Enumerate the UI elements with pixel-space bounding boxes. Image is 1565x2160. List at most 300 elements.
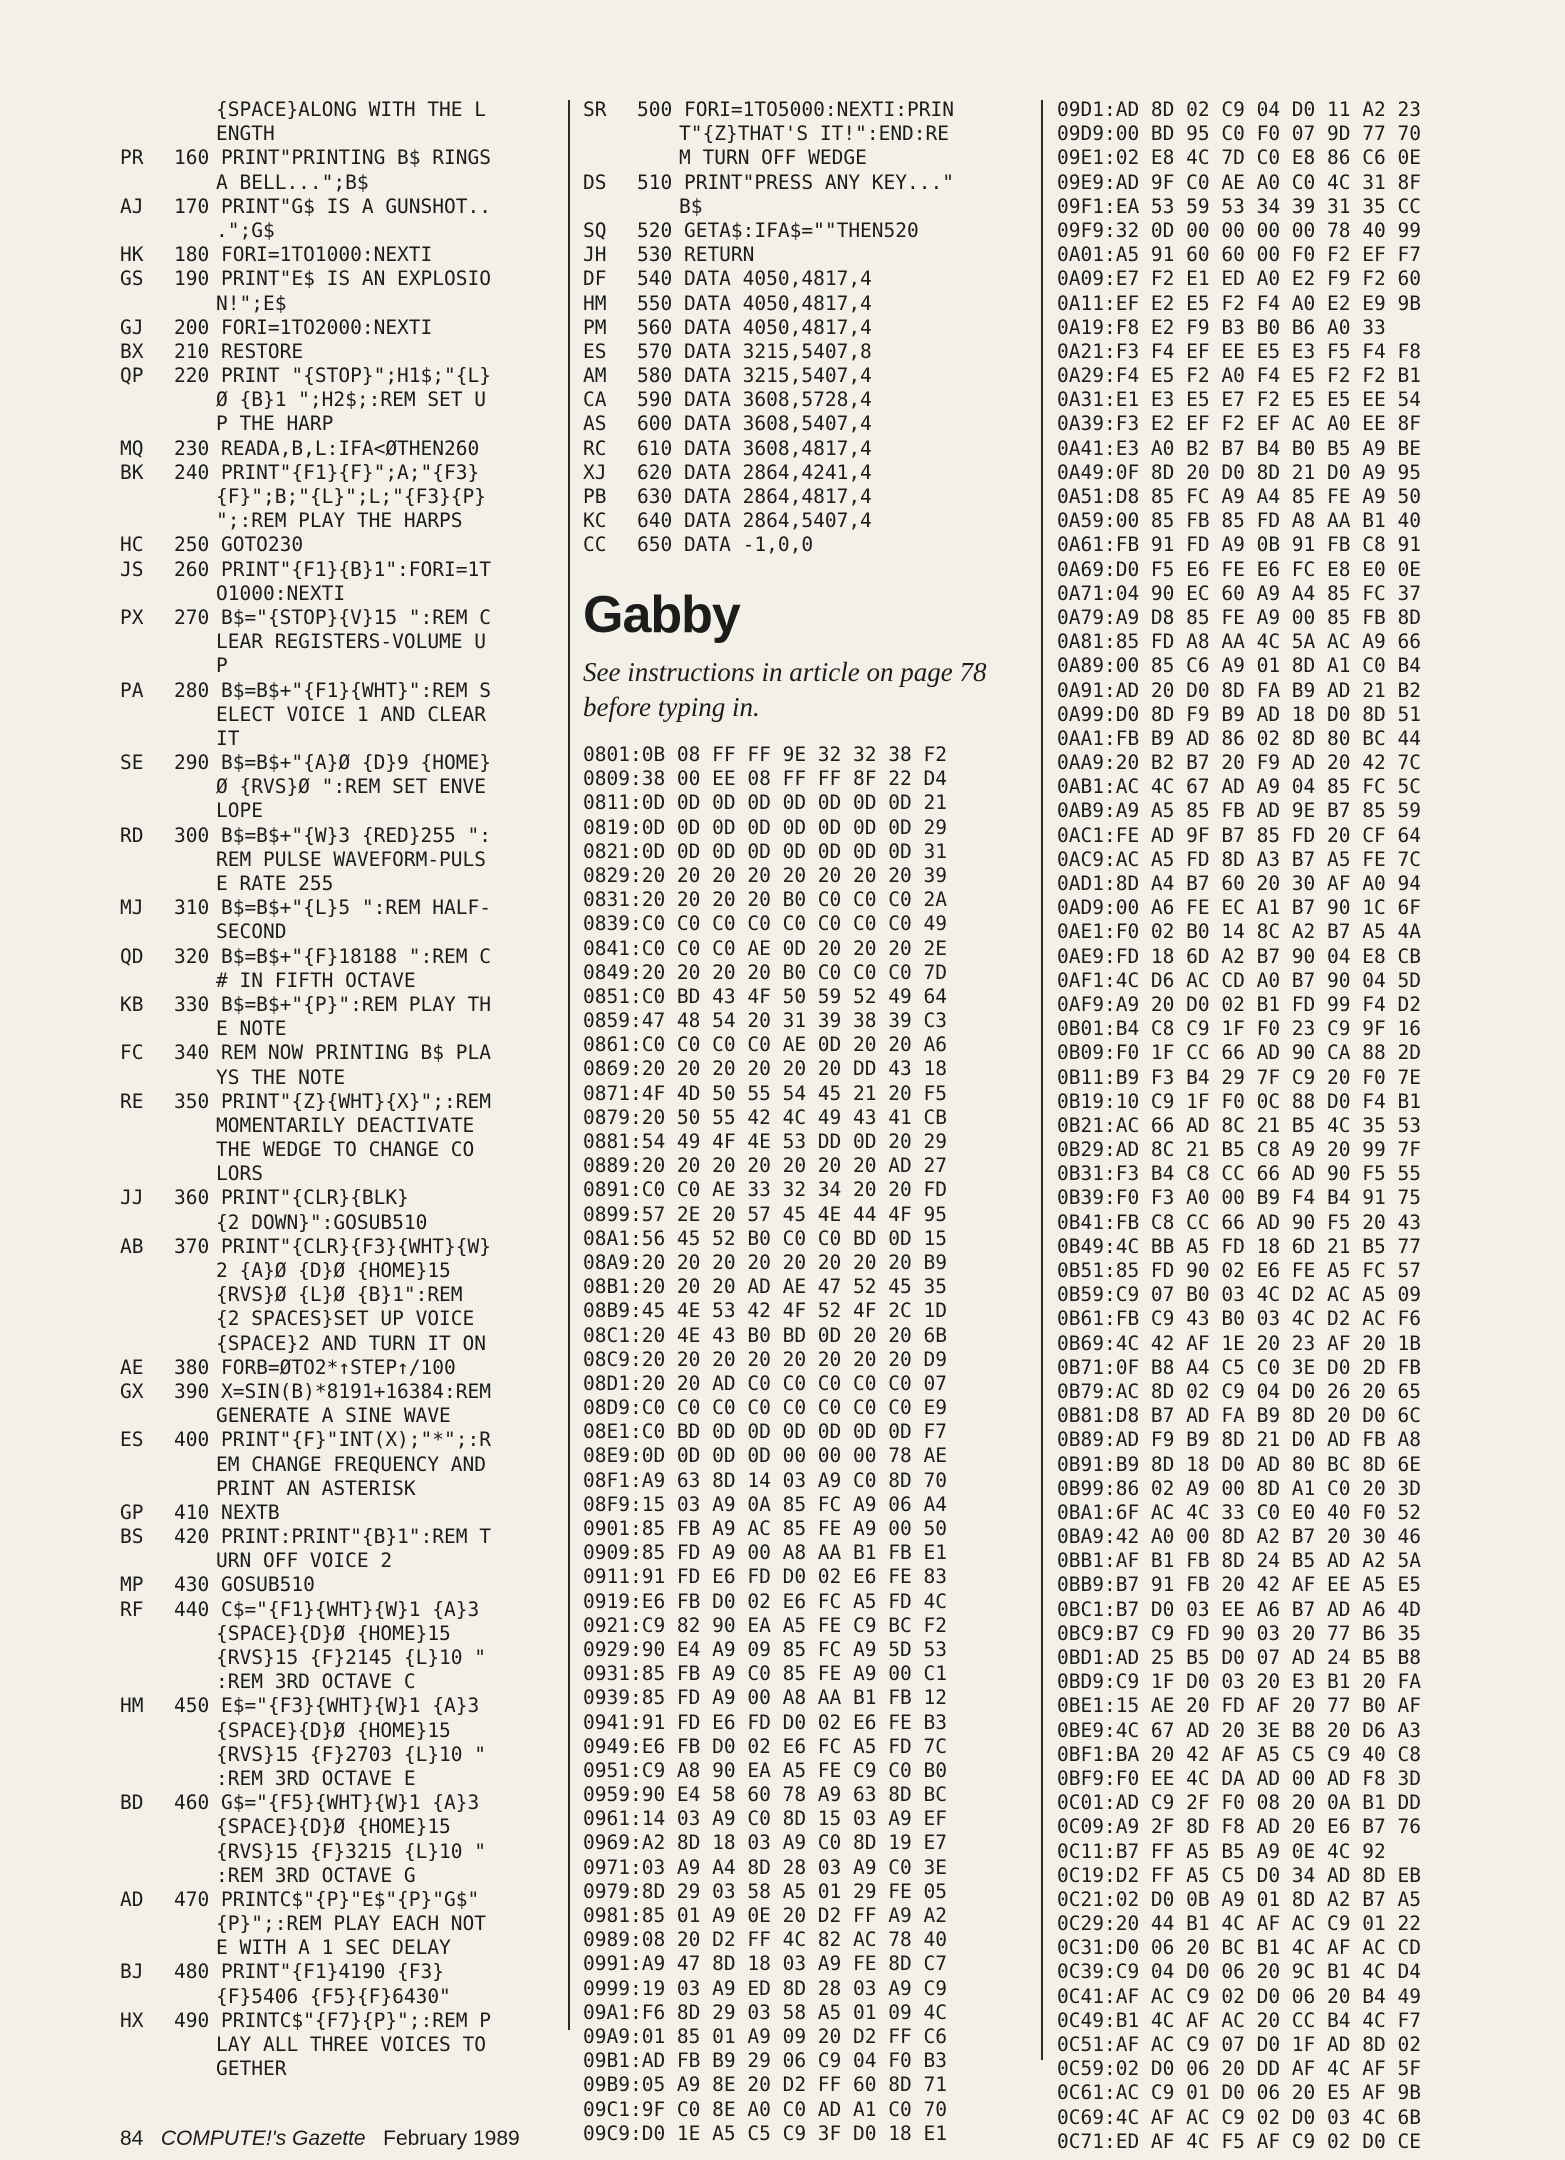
hex-line: 0919:E6 FB D0 02 E6 FC A5 FD 4C (583, 1589, 947, 1613)
hex-line: 0A61:FB 91 FD A9 0B 91 FB C8 91 (1057, 533, 1421, 557)
listing-line (120, 1598, 560, 1622)
hex-line: 0999:19 03 A9 ED 8D 28 03 A9 C9 (583, 1976, 947, 2000)
hex-line: 0B51:85 FD 90 02 E6 FE A5 FC 57 (1057, 1259, 1421, 1282)
listing-text: {2 DOWN}":GOSUB510 (216, 1210, 428, 1234)
hex-line: 0BA9:42 A0 00 8D A2 B7 20 30 46 (1057, 1525, 1421, 1549)
hex-line: 0AE1:F0 02 B0 14 8C A2 B7 A5 4A (1057, 920, 1421, 944)
listing-text: 430 GOSUB510 (174, 1573, 315, 1597)
listing-line (120, 485, 560, 509)
hex-line: 0BA1:6F AC 4C 33 C0 E0 40 F0 52 (1057, 1500, 1421, 1524)
listing-line (120, 1646, 560, 1670)
listing-line (120, 1356, 560, 1380)
hex-line: 0C69:4C AF AC C9 02 D0 03 4C 6B (1057, 2105, 1421, 2129)
listing-text: PRINT AN ASTERISK (216, 1476, 416, 1500)
checksum-code: AB (120, 1234, 144, 1258)
listing-text: :REM 3RD OCTAVE E (216, 1766, 416, 1790)
hex-line: 0A01:A5 91 60 60 00 F0 F2 EF F7 (1057, 243, 1421, 267)
hex-line: 0A71:04 90 EC 60 A9 A4 85 FC 37 (1057, 581, 1421, 605)
column-divider (568, 100, 570, 2030)
hex-line: 0B41:FB C8 CC 66 AD 90 F5 20 43 (1057, 1210, 1421, 1234)
hex-line: 0891:C0 C0 AE 33 32 34 20 20 FD (583, 1178, 947, 1202)
listing-text: E NOTE (216, 1017, 287, 1041)
checksum-code: GX (120, 1379, 144, 1403)
hex-line: 0801:0B 08 FF FF 9E 32 32 38 F2 (583, 743, 947, 766)
hex-line: 08F1:A9 63 8D 14 03 A9 C0 8D 70 (583, 1468, 947, 1492)
listing-text: LEAR REGISTERS-VOLUME U (216, 630, 487, 654)
listing-line (120, 388, 560, 412)
listing-line (583, 146, 1023, 170)
listing-line (120, 316, 560, 340)
listing-line (120, 896, 560, 920)
checksum-code: PR (120, 146, 144, 170)
listing-line (120, 98, 560, 122)
hex-line: 09C9:D0 1E A5 C5 C9 3F D0 18 E1 (583, 2121, 947, 2145)
listing-text: 320 B$=B$+"{F}18188 ":REM C (174, 944, 491, 968)
listing-line (120, 1235, 560, 1259)
listing-line (120, 606, 560, 630)
hex-line: 0C11:B7 FF A5 B5 A9 0E 4C 92 (1057, 1839, 1386, 1863)
checksum-code: AE (120, 1355, 144, 1379)
listing-text: O1000:NEXTI (216, 581, 346, 605)
listing-line (120, 1501, 560, 1525)
hex-line: 08A1:56 45 52 B0 C0 C0 BD 0D 15 (583, 1226, 947, 1250)
checksum-code: GJ (120, 315, 144, 339)
listing-text: {F}5406 {F5}{F}6430" (216, 1984, 451, 2008)
hex-line: 0A21:F3 F4 EF EE E5 E3 F5 F4 F8 (1057, 339, 1421, 363)
hex-line: 0AB9:A9 A5 85 FB AD 9E B7 85 59 (1057, 799, 1421, 823)
listing-text: EM CHANGE FREQUENCY AND (216, 1452, 487, 1476)
hex-line: 0B89:AD F9 B9 8D 21 D0 AD FB A8 (1057, 1428, 1421, 1452)
listing-line (120, 1888, 560, 1912)
hex-line: 0979:8D 29 03 58 A5 01 29 FE 05 (583, 1879, 947, 1903)
listing-line (120, 1549, 560, 1573)
listing-line (120, 751, 560, 775)
checksum-code: PB (583, 485, 607, 508)
checksum-code: QP (120, 364, 144, 388)
hex-line: 0939:85 FD A9 00 A8 AA B1 FB 12 (583, 1686, 947, 1710)
listing-text: 560 DATA 4050,4817,4 (637, 315, 872, 339)
hex-line: 0C59:02 D0 06 20 DD AF 4C AF 5F (1057, 2057, 1421, 2081)
listing-line (120, 2033, 560, 2057)
listing-line (120, 195, 560, 219)
hex-line: 0B19:10 C9 1F F0 0C 88 D0 F4 B1 (1057, 1089, 1421, 1113)
listing-line (583, 388, 1023, 412)
listing-text: URN OFF VOICE 2 (216, 1549, 393, 1573)
listing-line (120, 993, 560, 1017)
checksum-code: BJ (120, 1960, 144, 1984)
listing-text: THE WEDGE TO CHANGE CO (216, 1138, 475, 1162)
listing-line (583, 485, 1023, 509)
listing-line (120, 1767, 560, 1791)
listing-text: IT (216, 726, 240, 750)
hex-line: 0A31:E1 E3 E5 E7 F2 E5 E5 EE 54 (1057, 388, 1421, 412)
listing-line (120, 799, 560, 823)
hex-line: 0899:57 2E 20 57 45 4E 44 4F 95 (583, 1202, 947, 1226)
hex-line: 0A09:E7 F2 E1 ED A0 E2 F9 F2 60 (1057, 267, 1421, 291)
hex-line: 09C1:9F C0 8E A0 C0 AD A1 C0 70 (583, 2097, 947, 2121)
listing-text: 350 PRINT"{Z}{WHT}{X}";:REM (174, 1089, 491, 1113)
listing-text: 170 PRINT"G$ IS A GUNSHOT.. (174, 194, 491, 218)
hex-line: 0B31:F3 B4 C8 CC 66 AD 90 F5 55 (1057, 1162, 1421, 1186)
hex-line: 0A69:D0 F5 E6 FE E6 FC E8 E0 0E (1057, 557, 1421, 581)
listing-text: 650 DATA -1,0,0 (637, 533, 814, 557)
listing-text: # IN FIFTH OCTAVE (216, 968, 416, 992)
listing-line (120, 2009, 560, 2033)
listing-text: {SPACE}{D}Ø {HOME}15 (216, 1815, 451, 1839)
checksum-code: RC (583, 436, 607, 460)
listing-line (120, 679, 560, 703)
hex-line: 09D9:00 BD 95 C0 F0 07 9D 77 70 (1057, 122, 1421, 146)
listing-line (120, 1573, 560, 1597)
listing-text: {SPACE}{D}Ø {HOME}15 (216, 1621, 451, 1645)
listing-line (120, 969, 560, 993)
checksum-code: RF (120, 1597, 144, 1621)
listing-line (120, 1743, 560, 1767)
checksum-code: FC (120, 1041, 144, 1065)
hex-line: 0989:08 20 D2 FF 4C 82 AC 78 40 (583, 1928, 947, 1952)
hex-line: 09A9:01 85 01 A9 09 20 D2 FF C6 (583, 2024, 947, 2048)
listing-line (120, 1791, 560, 1815)
hex-line: 0B61:FB C9 43 B0 03 4C D2 AC F6 (1057, 1307, 1421, 1331)
hex-line: 08D9:C0 C0 C0 C0 C0 C0 C0 C0 E9 (583, 1396, 947, 1420)
hex-line: 08A9:20 20 20 20 20 20 20 20 B9 (583, 1250, 947, 1274)
article-intro: See instructions in article on page 78 before typing in. (583, 657, 987, 722)
listing-line (120, 1114, 560, 1138)
checksum-code: JJ (120, 1186, 144, 1210)
listing-line (120, 1017, 560, 1041)
listing-text: 600 DATA 3608,5407,4 (637, 412, 872, 436)
hex-line: 0839:C0 C0 C0 C0 C0 C0 C0 C0 49 (583, 912, 947, 936)
hex-line: 0861:C0 C0 C0 C0 AE 0D 20 20 A6 (583, 1033, 947, 1057)
listing-text: {SPACE}ALONG WITH THE L (216, 98, 487, 121)
listing-line (583, 340, 1023, 364)
listing-line (583, 122, 1023, 146)
listing-line (120, 582, 560, 606)
hex-line: 0C49:B1 4C AF AC 20 CC B4 4C F7 (1057, 2008, 1421, 2032)
listing-line (120, 292, 560, 316)
listing-line (120, 1936, 560, 1960)
hex-line: 0809:38 00 EE 08 FF FF 8F 22 D4 (583, 767, 947, 791)
hex-line: 0BC9:B7 C9 FD 90 03 20 77 B6 35 (1057, 1621, 1421, 1645)
listing-line (120, 267, 560, 291)
listing-line (120, 1259, 560, 1283)
listing-text: ";:REM PLAY THE HARPS (216, 509, 463, 533)
listing-text: 2 {A}Ø {D}Ø {HOME}15 (216, 1259, 451, 1282)
listing-text: 620 DATA 2864,4241,4 (637, 460, 872, 484)
listing-text: 220 PRINT "{STOP}";H1$;"{L} (174, 364, 491, 388)
listing-text: YS THE NOTE (216, 1065, 346, 1089)
listing-line (120, 1041, 560, 1065)
listing-line (120, 1477, 560, 1501)
checksum-code: QD (120, 944, 144, 968)
hex-line: 0C61:AC C9 01 D0 06 20 E5 AF 9B (1057, 2081, 1421, 2105)
hex-line: 0AA1:FB B9 AD 86 02 8D 80 BC 44 (1057, 726, 1421, 750)
hex-line: 08F9:15 03 A9 0A 85 FC A9 06 A4 (583, 1492, 947, 1516)
hex-line: 0C39:C9 04 D0 06 20 9C B1 4C D4 (1057, 1960, 1421, 1984)
checksum-code: HM (583, 291, 607, 315)
hex-line: 0871:4F 4D 50 55 54 45 21 20 F5 (583, 1081, 947, 1105)
listing-line (120, 1186, 560, 1210)
checksum-code: HC (120, 533, 144, 557)
listing-line (120, 1912, 560, 1936)
listing-line (120, 920, 560, 944)
listing-line (120, 1985, 560, 2009)
listing-text: 420 PRINT:PRINT"{B}1":REM T (174, 1525, 491, 1549)
hex-line: 0B71:0F B8 A4 C5 C0 3E D0 2D FB (1057, 1355, 1421, 1379)
listing-text: 340 REM NOW PRINTING B$ PLA (174, 1041, 491, 1065)
listing-line (120, 1066, 560, 1090)
listing-text: 290 B$=B$+"{A}Ø {D}9 {HOME} (174, 751, 491, 775)
hex-listing-column-2 (583, 743, 947, 2146)
hex-line: 0B29:AD 8C 21 B5 C8 A9 20 99 7F (1057, 1138, 1421, 1162)
hex-line: 0B91:B9 8D 18 D0 AD 80 BC 8D 6E (1057, 1452, 1421, 1476)
listing-line (120, 340, 560, 364)
hex-line: 0BF9:F0 EE 4C DA AD 00 AD F8 3D (1057, 1766, 1421, 1790)
listing-text: 640 DATA 2864,5407,4 (637, 509, 872, 533)
hex-line: 0C19:D2 FF A5 C5 D0 34 AD 8D EB (1057, 1863, 1421, 1887)
listing-text: {RVS}15 {F}2145 {L}10 " (216, 1646, 487, 1669)
listing-line (583, 316, 1023, 340)
listing-text: 380 FORB=ØTO2*↑STEP↑/100 (174, 1355, 456, 1379)
listing-text: N!";E$ (216, 291, 287, 315)
hex-line: 0851:C0 BD 43 4F 50 59 52 49 64 (583, 984, 947, 1008)
checksum-code: MQ (120, 436, 144, 460)
listing-text: :REM 3RD OCTAVE G (216, 1863, 416, 1887)
listing-line (583, 364, 1023, 388)
listing-text: LOPE (216, 799, 263, 823)
hex-line: 0831:20 20 20 20 B0 C0 C0 C0 2A (583, 888, 947, 912)
listing-line (120, 1090, 560, 1114)
listing-text: 230 READA,B,L:IFA<ØTHEN260 (174, 436, 480, 460)
hex-line: 0A29:F4 E5 F2 A0 F4 E5 F2 F2 B1 (1057, 364, 1421, 388)
hex-line: 08C1:20 4E 43 B0 BD 0D 20 20 6B (583, 1323, 947, 1347)
page-footer (120, 2127, 520, 2151)
checksum-code: PA (120, 678, 144, 702)
hex-line: 0869:20 20 20 20 20 20 DD 43 18 (583, 1057, 947, 1081)
checksum-code: SE (120, 751, 144, 775)
listing-text: MOMENTARILY DEACTIVATE (216, 1113, 475, 1137)
hex-line: 0B09:F0 1F CC 66 AD 90 CA 88 2D (1057, 1041, 1421, 1065)
listing-line (120, 364, 560, 388)
hex-line: 0849:20 20 20 20 B0 C0 C0 C0 7D (583, 960, 947, 984)
hex-line: 0A51:D8 85 FC A9 A4 85 FE A9 50 (1057, 485, 1421, 508)
listing-text: 550 DATA 4050,4817,4 (637, 291, 872, 315)
hex-line: 0AC9:AC A5 FD 8D A3 B7 A5 FE 7C (1057, 847, 1421, 871)
hex-line: 0AE9:FD 18 6D A2 B7 90 04 E8 CB (1057, 944, 1421, 968)
listing-line (120, 703, 560, 727)
listing-text: 360 PRINT"{CLR}{BLK} (174, 1186, 409, 1210)
hex-line: 0AF9:A9 20 D0 02 B1 FD 99 F4 D2 (1057, 992, 1421, 1016)
listing-text: 480 PRINT"{F1}4190 {F3} (174, 1960, 445, 1984)
listing-text: {F}";B;"{L}";L;"{F3}{P} (216, 485, 487, 508)
hex-line: 0A81:85 FD A8 AA 4C 5A AC A9 66 (1057, 630, 1421, 654)
hex-line: 0889:20 20 20 20 20 20 20 AD 27 (583, 1154, 947, 1178)
listing-text: 390 X=SIN(B)*8191+16384:REM (174, 1379, 491, 1403)
listing-text: Ø {B}1 ";H2$;:REM SET U (216, 388, 487, 412)
listing-text: 240 PRINT"{F1}{F}";A;"{F3} (174, 460, 480, 484)
hex-line: 0829:20 20 20 20 20 20 20 20 39 (583, 863, 947, 887)
hex-line: 0AC1:FE AD 9F B7 85 FD 20 CF 64 (1057, 823, 1421, 847)
listing-line (120, 1719, 560, 1743)
listing-line (583, 292, 1023, 316)
listing-text: P THE HARP (216, 412, 334, 436)
checksum-code: JS (120, 557, 144, 581)
listing-line (120, 219, 560, 243)
checksum-code: AS (583, 412, 607, 436)
hex-line: 09E9:AD 9F C0 AE A0 C0 4C 31 8F (1057, 170, 1421, 194)
listing-text: {SPACE}{D}Ø {HOME}15 (216, 1718, 451, 1742)
listing-line (120, 1332, 560, 1356)
hex-line: 0961:14 03 A9 C0 8D 15 03 A9 EF (583, 1807, 947, 1831)
listing-line (120, 558, 560, 582)
hex-line: 0BD9:C9 1F D0 03 20 E3 B1 20 FA (1057, 1670, 1421, 1694)
article-title: Gabby (583, 586, 740, 644)
listing-text: {RVS}Ø {L}Ø {B}1":REM (216, 1283, 463, 1307)
column-divider (1041, 100, 1043, 2060)
listing-text: 210 RESTORE (174, 339, 304, 363)
hex-line: 0BD1:AD 25 B5 D0 07 AD 24 B5 B8 (1057, 1646, 1421, 1669)
checksum-code: PX (120, 605, 144, 629)
listing-text: P (216, 654, 228, 678)
listing-text: 500 FORI=1TO5000:NEXTI:PRIN (637, 98, 954, 121)
listing-text: 410 NEXTB (174, 1500, 280, 1524)
listing-text: 330 B$=B$+"{P}":REM PLAY TH (174, 992, 491, 1016)
listing-text: 520 GETA$:IFA$=""THEN520 (637, 218, 919, 242)
checksum-code: SR (583, 98, 607, 121)
hex-line: 0B39:F0 F3 A0 00 B9 F4 B4 91 75 (1057, 1186, 1421, 1210)
listing-text: {SPACE}2 AND TURN IT ON (216, 1331, 487, 1355)
listing-line (583, 533, 1023, 557)
listing-text: 570 DATA 3215,5407,8 (637, 339, 872, 363)
basic-listing-column-2 (583, 98, 1023, 558)
checksum-code: CA (583, 388, 607, 412)
listing-line (583, 171, 1023, 195)
hex-line: 0909:85 FD A9 00 A8 AA B1 FB E1 (583, 1541, 947, 1565)
hex-line: 0A89:00 85 C6 A9 01 8D A1 C0 B4 (1057, 654, 1421, 678)
checksum-code: BD (120, 1791, 144, 1815)
hex-line: 0BF1:BA 20 42 AF A5 C5 C9 40 C8 (1057, 1742, 1421, 1766)
hex-line: 0B69:4C 42 AF 1E 20 23 AF 20 1B (1057, 1331, 1421, 1355)
listing-line (583, 461, 1023, 485)
listing-text: GENERATE A SINE WAVE (216, 1404, 451, 1428)
hex-line: 0C51:AF AC C9 07 D0 1F AD 8D 02 (1057, 2033, 1421, 2056)
checksum-code: ES (120, 1428, 144, 1452)
hex-line: 08E9:0D 0D 0D 0D 00 00 00 78 AE (583, 1444, 947, 1468)
hex-line: 08E1:C0 BD 0D 0D 0D 0D 0D 0D F7 (583, 1420, 947, 1444)
hex-line: 09B1:AD FB B9 29 06 C9 04 F0 B3 (583, 2049, 947, 2073)
hex-line: 0AD1:8D A4 B7 60 20 30 AF A0 94 (1057, 872, 1421, 895)
checksum-code: AJ (120, 194, 144, 218)
listing-text: 510 PRINT"PRESS ANY KEY..." (637, 170, 954, 194)
hex-line: 0C01:AD C9 2F F0 08 20 0A B1 DD (1057, 1791, 1421, 1815)
listing-text: {2 SPACES}SET UP VOICE (216, 1307, 475, 1331)
hex-line: 0A79:A9 D8 85 FE A9 00 85 FB 8D (1057, 605, 1421, 629)
hex-line: 09E1:02 E8 4C 7D C0 E8 86 C6 0E (1057, 146, 1421, 170)
listing-text: 270 B$="{STOP}{V}15 ":REM C (174, 605, 491, 629)
listing-text: E RATE 255 (216, 872, 334, 895)
listing-line (120, 1694, 560, 1718)
listing-text: A BELL...";B$ (216, 170, 369, 194)
hex-line: 0A39:F3 E2 EF F2 EF AC A0 EE 8F (1057, 412, 1421, 436)
checksum-code: CC (583, 533, 607, 557)
hex-line: 0951:C9 A8 90 EA A5 FE C9 C0 B0 (583, 1758, 947, 1782)
checksum-code: AD (120, 1887, 144, 1911)
listing-line (120, 1815, 560, 1839)
checksum-code: DS (583, 170, 607, 194)
hex-line: 08B1:20 20 20 AD AE 47 52 45 35 (583, 1275, 947, 1299)
hex-line: 09F9:32 0D 00 00 00 00 78 40 99 (1057, 218, 1421, 242)
listing-line (120, 654, 560, 678)
hex-line: 08D1:20 20 AD C0 C0 C0 C0 C0 07 (583, 1371, 947, 1395)
hex-line: 0AB1:AC 4C 67 AD A9 04 85 FC 5C (1057, 775, 1421, 799)
listing-line (120, 1404, 560, 1428)
hex-line: 0901:85 FB A9 AC 85 FE A9 00 50 (583, 1517, 947, 1540)
hex-line: 0841:C0 C0 C0 AE 0D 20 20 20 2E (583, 936, 947, 960)
listing-line (120, 171, 560, 195)
listing-line (120, 1283, 560, 1307)
checksum-code: BX (120, 339, 144, 363)
hex-line: 09B9:05 A9 8E 20 D2 FF 60 8D 71 (583, 2073, 947, 2097)
listing-line (583, 195, 1023, 219)
listing-text: GETHER (216, 2057, 287, 2081)
listing-text: 300 B$=B$+"{W}3 {RED}255 ": (174, 823, 491, 847)
hex-line: 0C71:ED AF 4C F5 AF C9 02 D0 CE (1057, 2129, 1421, 2153)
hex-line: 0931:85 FB A9 C0 85 FE A9 00 C1 (583, 1662, 947, 1686)
listing-line (120, 775, 560, 799)
hex-line: 0881:54 49 4F 4E 53 DD 0D 20 29 (583, 1130, 947, 1153)
listing-line (583, 509, 1023, 533)
listing-line (120, 1960, 560, 1984)
checksum-code: BS (120, 1525, 144, 1549)
listing-text: 540 DATA 4050,4817,4 (637, 267, 872, 291)
checksum-code: PM (583, 315, 607, 339)
listing-line (120, 412, 560, 436)
listing-text: 160 PRINT"PRINTING B$ RINGS (174, 146, 491, 170)
listing-line (120, 461, 560, 485)
hex-line: 0A41:E3 A0 B2 B7 B4 B0 B5 A9 BE (1057, 436, 1421, 460)
listing-line (120, 1453, 560, 1477)
listing-text: REM PULSE WAVEFORM-PULS (216, 847, 487, 871)
listing-line (120, 533, 560, 557)
listing-text: 470 PRINTC$"{P}"E$"{P}"G$" (174, 1887, 480, 1911)
hex-line: 0971:03 A9 A4 8D 28 03 A9 C0 3E (583, 1855, 947, 1879)
listing-line (120, 727, 560, 751)
listing-line (120, 1380, 560, 1404)
hex-line: 0C29:20 44 B1 4C AF AC C9 01 22 (1057, 1912, 1421, 1936)
listing-line (120, 146, 560, 170)
checksum-code: BK (120, 460, 144, 484)
listing-text: T"{Z}THAT'S IT!":END:RE (679, 122, 950, 146)
listing-text: LORS (216, 1162, 263, 1186)
hex-line: 09A1:F6 8D 29 03 58 A5 01 09 4C (583, 2000, 947, 2024)
hex-line: 0BB1:AF B1 FB 8D 24 B5 AD A2 5A (1057, 1549, 1421, 1573)
hex-line: 09D1:AD 8D 02 C9 04 D0 11 A2 23 (1057, 98, 1421, 121)
hex-line: 0B01:B4 C8 C9 1F F0 23 C9 9F 16 (1057, 1017, 1421, 1041)
listing-text: 440 C$="{F1}{WHT}{W}1 {A}3 (174, 1597, 480, 1621)
hex-line: 0AD9:00 A6 FE EC A1 B7 90 1C 6F (1057, 896, 1421, 920)
listing-line (120, 509, 560, 533)
listing-line (583, 243, 1023, 267)
listing-text: .";G$ (216, 218, 275, 242)
listing-line (583, 267, 1023, 291)
hex-line: 0949:E6 FB D0 02 E6 FC A5 FD 7C (583, 1734, 947, 1758)
checksum-code: DF (583, 267, 607, 291)
listing-text: 400 PRINT"{F}"INT(X);"*";:R (174, 1428, 491, 1452)
hex-line: 0A99:D0 8D F9 B9 AD 18 D0 8D 51 (1057, 702, 1421, 726)
hex-line: 0B99:86 02 A9 00 8D A1 C0 20 3D (1057, 1476, 1421, 1500)
listing-line (120, 1864, 560, 1888)
hex-line: 0BB9:B7 91 FB 20 42 AF EE A5 E5 (1057, 1573, 1421, 1597)
